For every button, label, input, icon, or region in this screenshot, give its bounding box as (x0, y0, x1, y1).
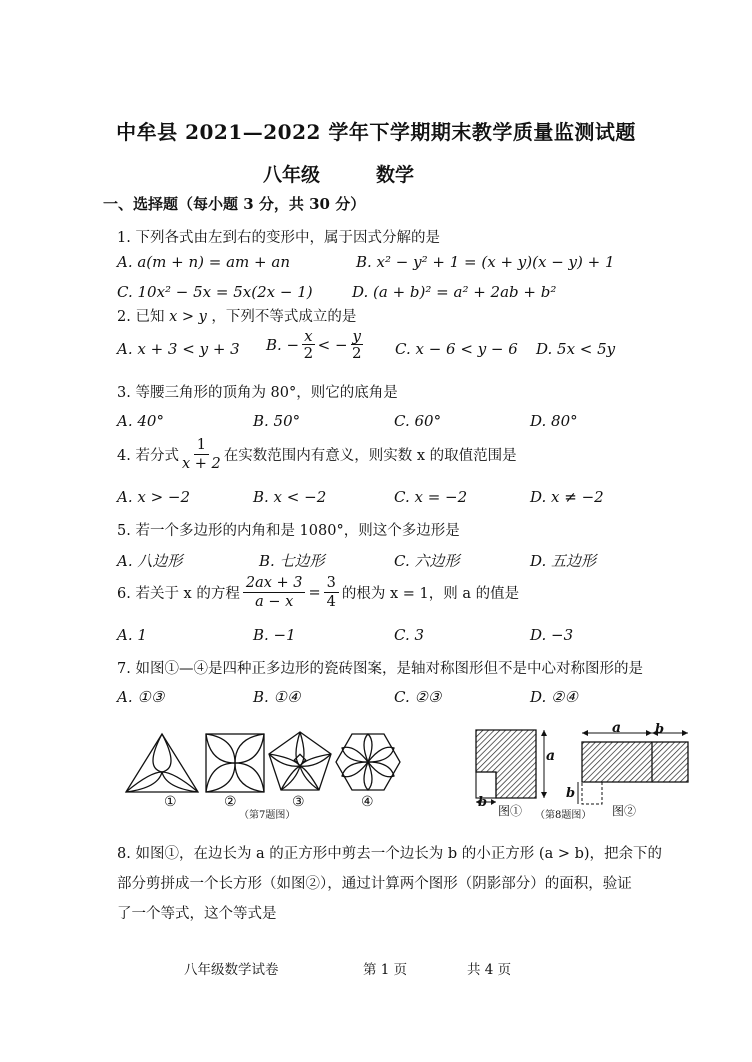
fig8-figure-1-label: 图① (498, 804, 523, 818)
q8-line-3: 了一个等式，这个等式是 (117, 906, 277, 922)
fig8-a-label-2: a (612, 720, 622, 736)
q6-frac2-den: 4 (326, 594, 336, 610)
q3-option-c: C. 60° (394, 412, 442, 430)
fig7-label-2: ② (224, 794, 237, 810)
figure-8-squares (470, 720, 700, 815)
tile-1-triangle (126, 734, 198, 792)
q3-stem: 3. 等腰三角形的顶角为 80°，则它的底角是 (117, 385, 398, 401)
fig8-b-label-3: b (566, 786, 576, 801)
q6-equals: = (308, 584, 321, 601)
fig7-label-3: ③ (292, 794, 305, 810)
exam-title: 中牟县 2021—2022 学年下学期期末教学质量监测试题 (116, 120, 636, 144)
q4-stem-pre: 4. 若分式 (117, 448, 179, 464)
q2-b-mid: < − (317, 335, 348, 354)
tile-3-pentagon (269, 732, 331, 790)
q1-option-c: C. 10x² − 5x = 5x(2x − 1) (117, 283, 313, 301)
grade-label: 八年级 (263, 164, 321, 186)
q6-option-c: C. 3 (394, 626, 425, 644)
footer-paper-name: 八年级数学试卷 (184, 962, 279, 978)
fig8-a-label-1: a (546, 748, 556, 764)
q7-option-b: B. ①④ (253, 688, 301, 706)
q2-b-pre: B. − (266, 335, 300, 354)
q4-frac-num: 1 (194, 436, 209, 455)
fig8-figure-2 (578, 730, 688, 804)
tile-2-square (206, 734, 264, 792)
fig7-caption: （第7题图） (239, 810, 296, 821)
q5-option-c: C. 六边形 (394, 552, 460, 570)
q2-stem-pre: 2. 已知 (117, 309, 165, 325)
footer-page-number: 第 1 页 (363, 962, 408, 978)
fig8-figure-2-label: 图② (612, 804, 637, 818)
fig8-figure-1 (476, 730, 547, 805)
q2-option-c: C. x − 6 < y − 6 (395, 340, 518, 358)
q4-option-a: A. x > −2 (117, 488, 191, 506)
q6-stem-pre: 6. 若关于 x 的方程 (117, 586, 240, 602)
footer-total-pages: 共 4 页 (467, 962, 512, 978)
q4-option-b: B. x < −2 (253, 488, 327, 506)
subject-label: 数学 (376, 164, 415, 186)
q4-stem-post: 在实数范围内有意义，则实数 x 的取值范围是 (223, 448, 517, 464)
q7-stem: 7. 如图①—④是四种正多边形的瓷砖图案，是轴对称图形但不是中心对称图形的是 (117, 661, 643, 677)
q1-stem: 1. 下列各式由左到右的变形中，属于因式分解的是 (117, 230, 440, 246)
q2-b-frac1-den: 2 (303, 344, 314, 362)
q1-option-d: D. (a + b)² = a² + 2ab + b² (352, 283, 557, 301)
q2-b-fraction1 (302, 328, 314, 361)
q7-option-d: D. ②④ (530, 688, 578, 706)
q2-stem-post: ，下列不等式成立的是 (211, 309, 357, 325)
q6-frac1-den: a − x (255, 594, 294, 610)
fig7-label-4: ④ (361, 794, 374, 810)
q8-line-1: 8. 如图①，在边长为 a 的正方形中剪去一个边长为 b 的小正方形 (a > b)，把余下的 (117, 846, 663, 862)
q6-fraction1 (243, 574, 306, 611)
q4-stem (117, 436, 517, 473)
q6-option-b: B. −1 (253, 626, 296, 644)
section-heading: 一、选择题（每小题 3 分，共 30 分） (103, 195, 366, 213)
q2-option-d: D. 5x < 5y (536, 340, 616, 358)
q1-option-a: A. a(m + n) = am + an (117, 253, 290, 271)
q6-option-a: A. 1 (117, 626, 147, 644)
q4-frac-den: x + 2 (181, 456, 221, 472)
q3-option-d: D. 80° (530, 412, 578, 430)
q4-option-c: C. x = −2 (394, 488, 468, 506)
q1-option-b: B. x² − y² + 1 = (x + y)(x − y) + 1 (356, 253, 615, 271)
q3-option-b: B. 50° (253, 412, 301, 430)
q2-option-a: A. x + 3 < y + 3 (117, 340, 240, 358)
fig8-b-label-1: b (478, 795, 488, 810)
q6-stem (117, 574, 519, 611)
fig8-caption: （第8题图） (535, 810, 592, 821)
fig8-b-label-2: b (655, 722, 665, 737)
q7-option-a: A. ①③ (117, 688, 165, 706)
q2-stem (117, 305, 356, 326)
q6-fraction2 (324, 574, 339, 611)
q5-option-a: A. 八边形 (117, 552, 183, 570)
q2-b-frac2-den: 2 (351, 344, 362, 362)
q8-line-2: 部分剪拼成一个长方形（如图②），通过计算两个图形（阴影部分）的面积，验证 (117, 876, 632, 892)
q4-option-d: D. x ≠ −2 (530, 488, 604, 506)
fig7-label-1: ① (164, 794, 177, 810)
q2-stem-math: x > y (169, 309, 207, 325)
q6-option-d: D. −3 (530, 626, 574, 644)
tile-4-hexagon (336, 734, 400, 790)
q7-option-c: C. ②③ (394, 688, 442, 706)
q4-fraction (182, 436, 221, 473)
q2-option-b (266, 328, 363, 361)
q5-option-b: B. 七边形 (259, 552, 325, 570)
q3-option-a: A. 40° (117, 412, 164, 430)
q5-stem: 5. 若一个多边形的内角和是 1080°，则这个多边形是 (117, 523, 460, 539)
q2-b-frac1-num: x (304, 327, 313, 345)
q2-b-fraction2 (351, 328, 363, 361)
q5-option-d: D. 五边形 (530, 552, 597, 570)
q6-frac1-num: 2ax + 3 (243, 574, 306, 593)
q6-frac2-num: 3 (324, 574, 339, 593)
q6-stem-post: 的根为 x = 1，则 a 的值是 (341, 586, 520, 602)
q2-b-frac2-num: y (352, 327, 361, 345)
